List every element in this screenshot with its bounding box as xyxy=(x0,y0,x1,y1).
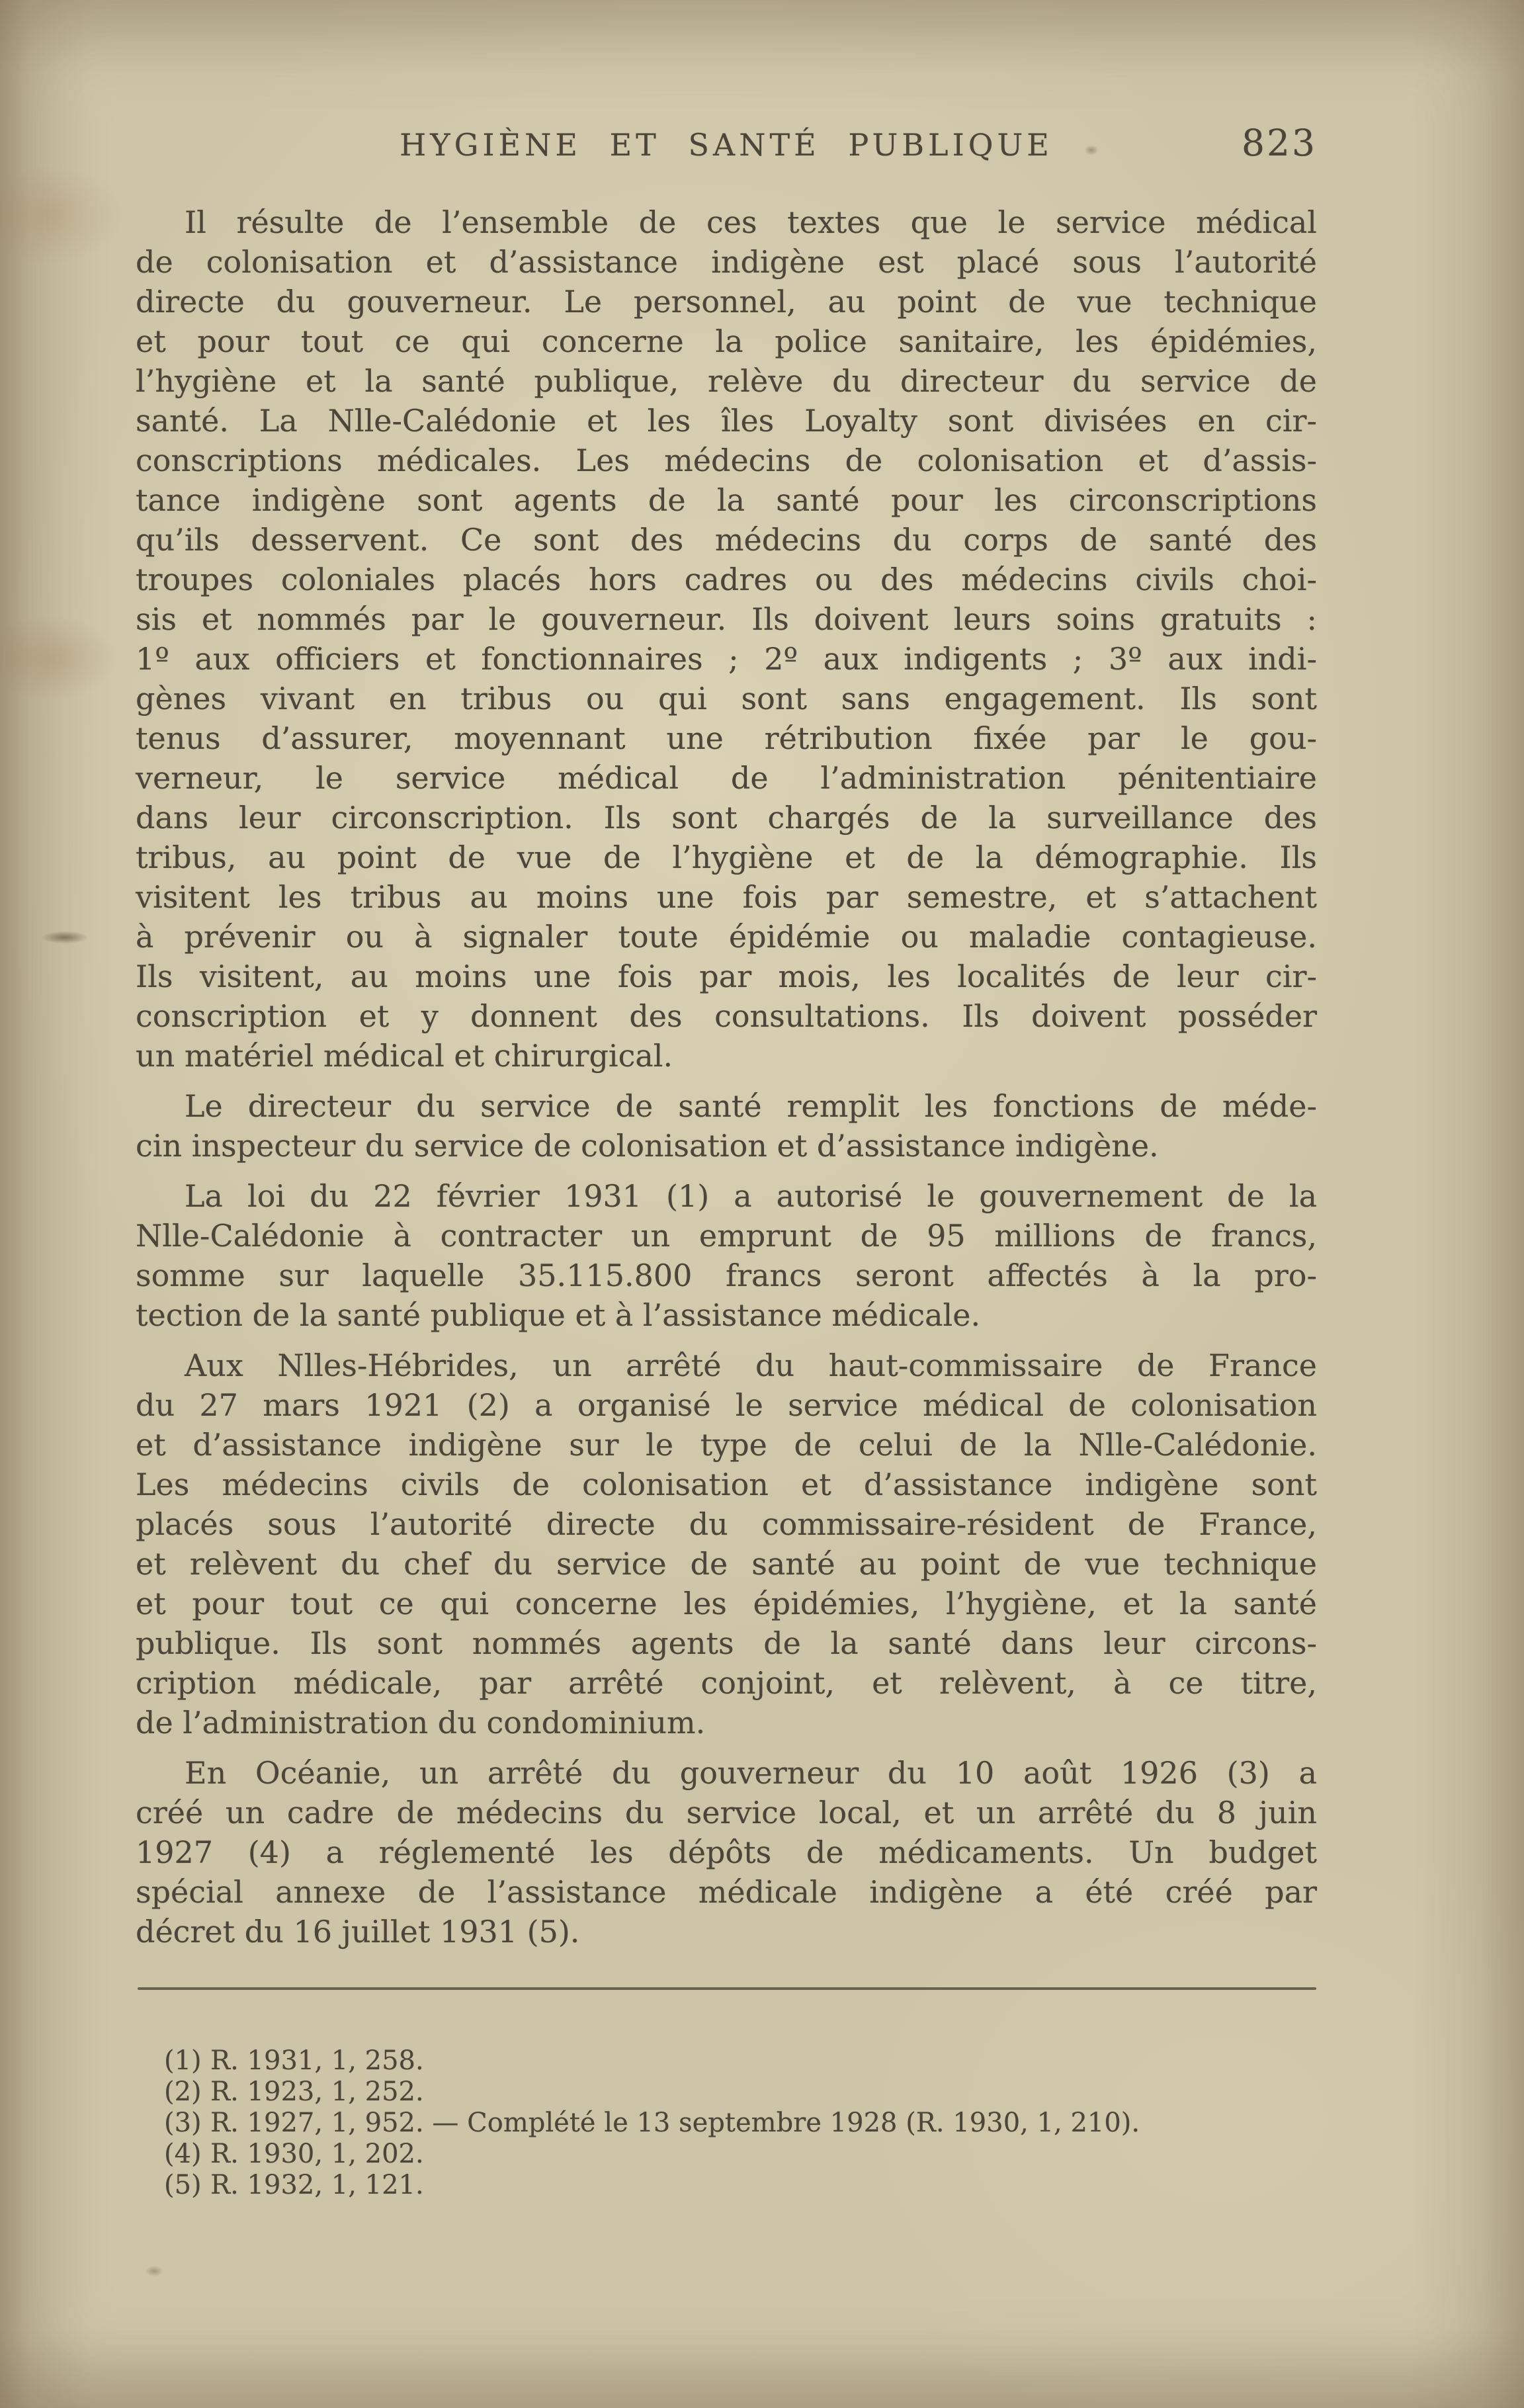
text-line: verneur, le service médical de l’administration pénitentiaire xyxy=(136,760,1317,796)
footnote-marker: (3) xyxy=(164,2108,202,2138)
text-line: tenus d’assurer, moyennant une rétribution fixée par le gou- xyxy=(136,720,1317,756)
footnote xyxy=(164,2139,1289,2170)
footnote-marker: (1) xyxy=(164,2045,202,2076)
footnote xyxy=(164,2108,1289,2139)
text-line: sis et nommés par le gouverneur. Ils doivent leurs soins gratuits : xyxy=(136,601,1317,637)
text-line: placés sous l’autorité directe du commissaire-résident de France, xyxy=(136,1506,1317,1542)
footnote-text: R. 1931, 1, 258. xyxy=(210,2045,424,2076)
paragraph xyxy=(136,1753,1317,1952)
paragraph xyxy=(136,202,1317,1076)
paper-stain xyxy=(42,931,87,943)
text-line: qu’ils desservent. Ce sont des médecins du corps de santé des xyxy=(136,522,1317,558)
paragraph xyxy=(136,1346,1317,1742)
text-line: et relèvent du chef du service de santé au point de vue technique xyxy=(136,1546,1317,1582)
text-line: gènes vivant en tribus ou qui sont sans engagement. Ils sont xyxy=(136,681,1317,716)
footnote xyxy=(164,2045,1289,2077)
text-line: troupes coloniales placés hors cadres ou des médecins civils choi- xyxy=(136,562,1317,597)
text-line: somme sur laquelle 35.115.800 francs seront affectés à la pro- xyxy=(136,1258,1317,1293)
text-line: 1927 (4) a réglementé les dépôts de médicaments. Un budget xyxy=(136,1834,1317,1870)
text-line: Nlle-Calédonie à contracter un emprunt de 95 millions de francs, xyxy=(136,1218,1317,1254)
text-line: directe du gouverneur. Le personnel, au point de vue technique xyxy=(136,284,1317,320)
page-number: 823 xyxy=(1242,122,1317,164)
text-line: dans leur circonscription. Ils sont chargés de la surveillance des xyxy=(136,800,1317,836)
text-line: tribus, au point de vue de l’hygiène et de la démographie. Ils xyxy=(136,839,1317,875)
footnote-marker: (2) xyxy=(164,2077,202,2107)
text-line: La loi du 22 février 1931 (1) a autorisé le gouvernement de la xyxy=(185,1178,1317,1214)
text-line: visitent les tribus au moins une fois par semestre, et s’attachent xyxy=(136,879,1317,915)
text-line: tance indigène sont agents de la santé pour les circonscriptions xyxy=(136,482,1317,518)
text-line: Ils visitent, au moins une fois par mois, les localités de leur cir- xyxy=(136,959,1317,994)
text-line: 1º aux officiers et fonctionnaires ; 2º aux indigents ; 3º aux indi- xyxy=(136,641,1317,677)
footnote-text: R. 1927, 1, 952. — Complété le 13 septembre 1928 (R. 1930, 1, 210). xyxy=(210,2108,1140,2138)
text-line: Aux Nlles-Hébrides, un arrêté du haut-commissaire de France xyxy=(185,1348,1317,1383)
text-line: et pour tout ce qui concerne les épidémies, l’hygiène, et la santé xyxy=(136,1586,1317,1621)
text-line: à prévenir ou à signaler toute épidémie ou maladie contagieuse. xyxy=(136,919,1317,955)
text-line: publique. Ils sont nommés agents de la santé dans leur circons- xyxy=(136,1625,1317,1661)
text-line: Le directeur du service de santé remplit les fonctions de méde- xyxy=(185,1088,1317,1124)
paragraph xyxy=(136,1176,1317,1335)
text-line: de colonisation et d’assistance indigène est placé sous l’autorité xyxy=(136,244,1317,280)
text-line: santé. La Nlle-Calédonie et les îles Loyalty sont divisées en cir- xyxy=(136,403,1317,439)
text-line: Il résulte de l’ensemble de ces textes que le service médical xyxy=(185,204,1317,240)
text-line: décret du 16 juillet 1931 (5). xyxy=(136,1914,580,1950)
footnote xyxy=(164,2077,1289,2108)
text-line: conscriptions médicales. Les médecins de colonisation et d’assis- xyxy=(136,443,1317,478)
paper-stain xyxy=(0,165,126,265)
paper-stain xyxy=(146,2266,163,2276)
body-text xyxy=(136,202,1317,1952)
footnote-text: R. 1930, 1, 202. xyxy=(210,2139,424,2169)
text-line: et d’assistance indigène sur le type de celui de la Nlle-Calédonie. xyxy=(136,1427,1317,1463)
paragraph xyxy=(136,1086,1317,1166)
text-line: tection de la santé publique et à l’assistance médicale. xyxy=(136,1297,981,1333)
paper-stain xyxy=(0,615,119,701)
text-line: cription médicale, par arrêté conjoint, et relèvent, à ce titre, xyxy=(136,1665,1317,1701)
text-line: un matériel médical et chirurgical. xyxy=(136,1038,673,1074)
footnotes xyxy=(164,2045,1289,2201)
footnote-marker: (4) xyxy=(164,2139,202,2169)
text-line: et pour tout ce qui concerne la police sanitaire, les épidémies, xyxy=(136,323,1317,359)
text-line: conscription et y donnent des consultations. Ils doivent posséder xyxy=(136,998,1317,1034)
footnote-separator xyxy=(138,1987,1316,1990)
text-line: Les médecins civils de colonisation et d’assistance indigène sont xyxy=(136,1467,1317,1502)
footnote-marker: (5) xyxy=(164,2170,202,2200)
text-line: de l’administration du condominium. xyxy=(136,1705,706,1741)
text-line: l’hygiène et la santé publique, relève du directeur du service de xyxy=(136,363,1317,399)
text-line: du 27 mars 1921 (2) a organisé le service médical de colonisation xyxy=(136,1387,1317,1423)
footnote-text: R. 1932, 1, 121. xyxy=(210,2170,424,2200)
text-line: cin inspecteur du service de colonisation et d’assistance indigène. xyxy=(136,1128,1159,1164)
text-line: En Océanie, un arrêté du gouverneur du 10 août 1926 (3) a xyxy=(185,1755,1317,1791)
text-line: spécial annexe de l’assistance médicale indigène a été créé par xyxy=(136,1874,1317,1910)
footnote-text: R. 1923, 1, 252. xyxy=(210,2077,424,2107)
text-line: créé un cadre de médecins du service local, et un arrêté du 8 juin xyxy=(136,1795,1317,1830)
footnote xyxy=(164,2170,1289,2201)
running-header xyxy=(136,122,1317,173)
page-heading: HYGIÈNE ET SANTÉ PUBLIQUE xyxy=(400,127,1053,163)
